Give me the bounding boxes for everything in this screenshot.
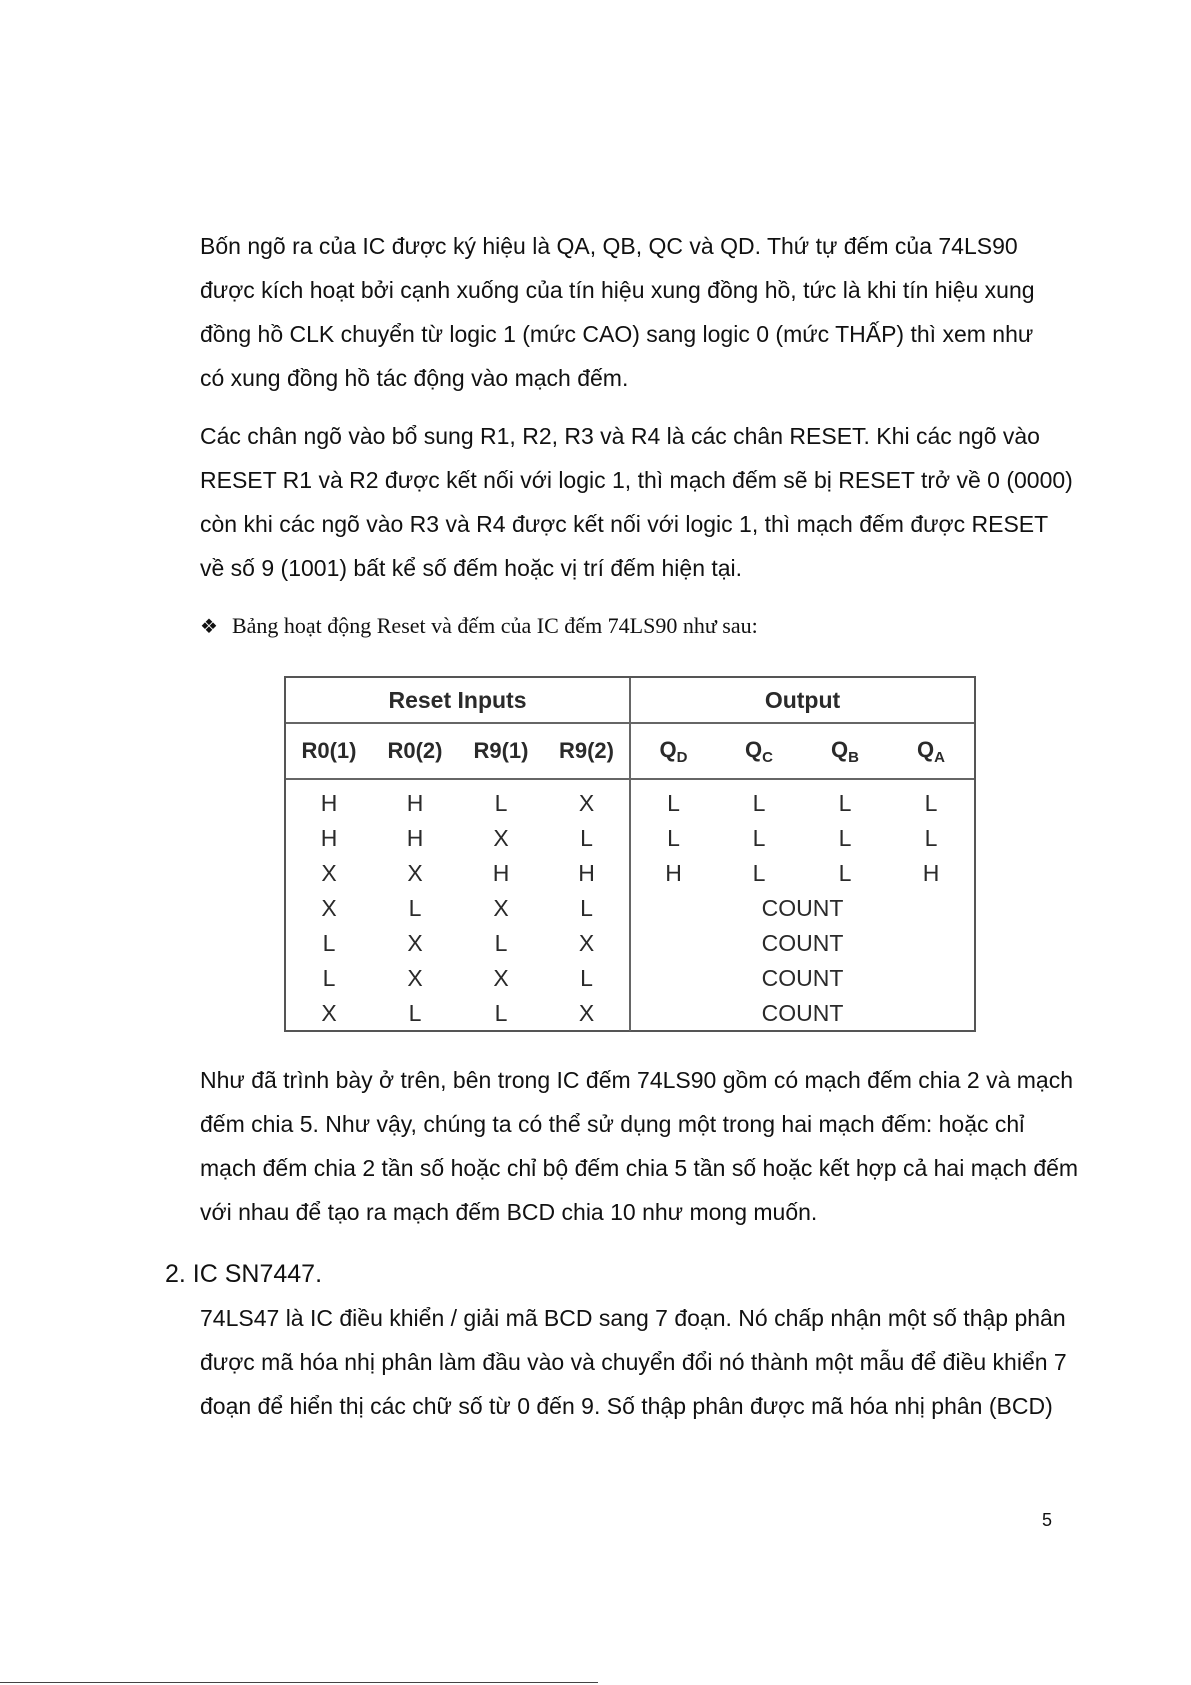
table-cell: X: [321, 1000, 337, 1026]
text-line: còn khi các ngõ vào R3 và R4 được kết nối với logic 1, thì mạch đếm được RESET: [200, 511, 1049, 537]
table-cell: L: [494, 930, 508, 956]
paragraph-reset-pins: [200, 414, 1160, 590]
output-header: Output: [630, 678, 974, 723]
text-line: có xung đồng hồ tác động vào mạch đếm.: [200, 365, 629, 391]
table-cell: L: [322, 965, 336, 991]
column-header: R0(2): [372, 723, 458, 779]
table-cell: H: [406, 790, 424, 816]
text-line: 74LS47 là IC điều khiển / giải mã BCD sang 7 đoạn. Nó chấp nhận một số thập phân: [200, 1305, 1066, 1331]
reset-count-table: [284, 676, 976, 1032]
table-cell: H: [320, 825, 338, 851]
table-cell: X: [407, 860, 423, 886]
table-cell: X: [407, 965, 423, 991]
text-line: được mã hóa nhị phân làm đầu vào và chuyển đổi nó thành một mẫu để điều khiển 7: [200, 1349, 1067, 1375]
table-cell: L: [408, 895, 422, 921]
table-cell: L: [544, 821, 630, 856]
bullet-text: Bảng hoạt động Reset và đếm của IC đếm 74LS90 như sau:: [231, 613, 758, 638]
table-cell: L: [544, 891, 630, 926]
table-cell: L: [544, 961, 630, 996]
column-header-qa: $Q_A$: [888, 723, 974, 779]
footer-divider: [0, 1682, 598, 1683]
table-cell: L: [838, 825, 852, 851]
column-header: R0(1): [286, 723, 372, 779]
table-cell: L: [667, 790, 680, 816]
table-row: [286, 891, 974, 926]
count-cell: COUNT: [761, 895, 844, 921]
table-cell: X: [493, 895, 509, 921]
text-line: đoạn để hiển thị các chữ số từ 0 đến 9. Số thập phân được mã hóa nhị phân (BCD): [200, 1393, 1053, 1419]
table-cell: L: [838, 860, 852, 886]
table-cell: X: [544, 926, 630, 961]
table-cell: L: [494, 790, 508, 816]
bullet-item: [200, 608, 758, 644]
table-cell: H: [492, 860, 510, 886]
table-cell: L: [408, 1000, 422, 1026]
diamond-bullet-icon: ❖: [200, 614, 218, 638]
text-line: đếm chia 5. Như vậy, chúng ta có thể sử dụng một trong hai mạch đếm: hoặc chỉ: [200, 1111, 1025, 1137]
reset-inputs-header: Reset Inputs: [286, 678, 630, 723]
text-line: được kích hoạt bởi cạnh xuống của tín hiệu xung đồng hồ, tức là khi tín hiệu xung: [200, 277, 1035, 303]
column-header: R9(2): [544, 723, 630, 779]
table-cell: L: [667, 825, 680, 851]
paragraph-counter-usage: [200, 1058, 1160, 1234]
count-cell: COUNT: [761, 1000, 844, 1026]
text-line: RESET R1 và R2 được kết nối với logic 1, thì mạch đếm sẽ bị RESET trở về 0 (0000): [200, 467, 1073, 493]
table-cell: H: [406, 825, 424, 851]
table-row: [286, 779, 974, 821]
table-cell: X: [407, 930, 423, 956]
text-line: Các chân ngõ vào bổ sung R1, R2, R3 và R4 là các chân RESET. Khi các ngõ vào: [200, 423, 1040, 449]
text-line: mạch đếm chia 2 tần số hoặc chỉ bộ đếm chia 5 tần số hoặc kết hợp cả hai mạch đếm: [200, 1155, 1079, 1181]
table-row: [286, 821, 974, 856]
table-row: [286, 996, 974, 1031]
table-cell: L: [322, 930, 336, 956]
table-cell: X: [493, 825, 509, 851]
column-header: R9(1): [458, 723, 544, 779]
text-line: đồng hồ CLK chuyển từ logic 1 (mức CAO) sang logic 0 (mức THẤP) thì xem như: [200, 321, 1034, 347]
table-cell: L: [752, 860, 766, 886]
table-cell: L: [924, 825, 938, 851]
text-line: với nhau để tạo ra mạch đếm BCD chia 10 như mong muốn.: [200, 1199, 818, 1225]
column-header-qb: $Q_B$: [802, 723, 888, 779]
table-cell: H: [665, 860, 682, 886]
table-cell: L: [924, 790, 938, 816]
table-row: [286, 926, 974, 961]
text-line: Bốn ngõ ra của IC được ký hiệu là QA, QB, QC và QD. Thứ tự đếm của 74LS90: [200, 233, 1018, 259]
table-cell: X: [544, 996, 630, 1031]
text-line: Như đã trình bày ở trên, bên trong IC đếm 74LS90 gồm có mạch đếm chia 2 và mạch: [200, 1067, 1073, 1093]
table-cell: H: [922, 860, 940, 886]
column-header-qd: $Q_D$: [630, 723, 716, 779]
page-number: 5: [1042, 1510, 1053, 1530]
count-cell: COUNT: [761, 965, 844, 991]
table-cell: H: [544, 856, 630, 891]
table-row: [286, 856, 974, 891]
text-line: về số 9 (1001) bất kể số đếm hoặc vị trí đếm hiện tại.: [200, 555, 743, 581]
table-cell: H: [320, 790, 338, 816]
count-cell: COUNT: [761, 930, 844, 956]
table-cell: X: [321, 895, 337, 921]
paragraph-7447-description: [200, 1296, 1160, 1428]
table-cell: L: [838, 790, 852, 816]
table-cell: X: [321, 860, 337, 886]
table-cell: L: [494, 1000, 508, 1026]
table-cell: L: [752, 790, 766, 816]
table-cell: L: [752, 825, 766, 851]
table-cell: X: [544, 779, 630, 821]
section-heading: 2. IC SN7447.: [165, 1260, 323, 1288]
column-header-qc: $Q_C$: [716, 723, 802, 779]
table-row: [286, 961, 974, 996]
table-cell: X: [493, 965, 509, 991]
paragraph-output-description: [200, 224, 1160, 400]
